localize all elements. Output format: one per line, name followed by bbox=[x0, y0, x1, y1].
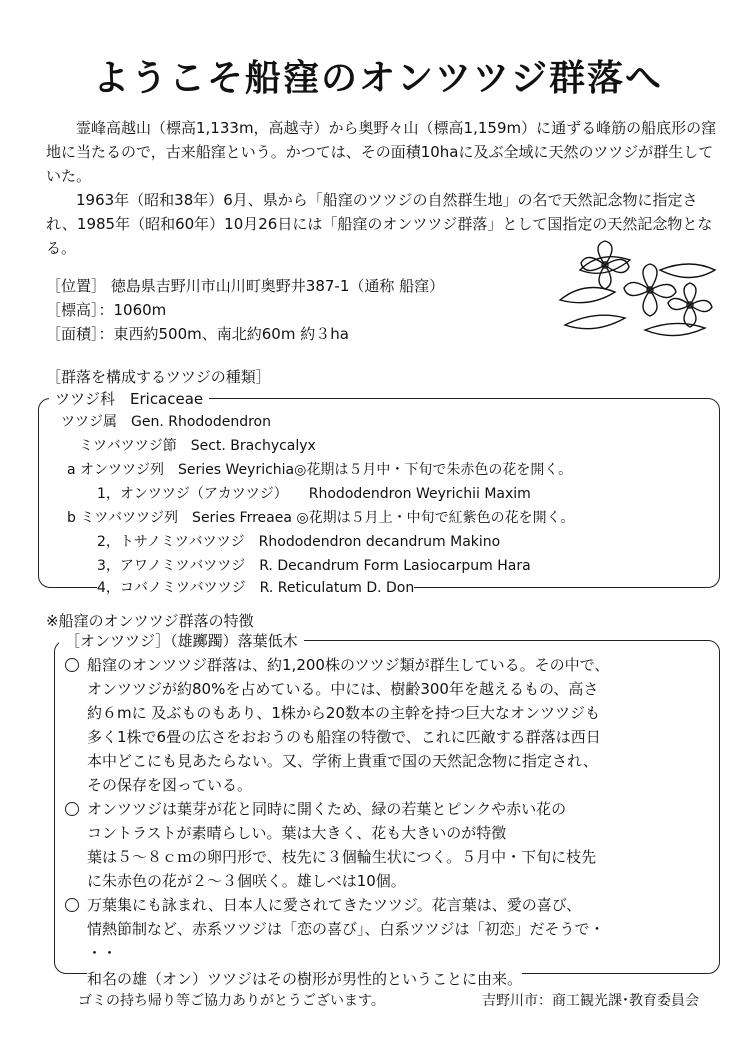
bullet-circle-icon bbox=[65, 898, 79, 912]
intro-paragraph-2: 1963年（昭和38年）6月、県から「船窪のツツジの自然群生地」の名で天然記念物に指定され、1985年（昭和60年）10月26日には「船窪のオンツツジ群落」として国指定の天然記念物となる。 bbox=[46, 191, 713, 257]
family-label: ツツジ科 Ericaceae bbox=[49, 388, 209, 409]
features-box-label: ［オンツツジ］（雄躑躅）落葉低木 bbox=[59, 630, 304, 651]
site-info bbox=[46, 274, 444, 346]
series-b-line: b ミツバツツジ列 Series Frreaea ◎花期は５月上・中旬で紅紫色の花を開く。 bbox=[67, 510, 575, 526]
species-b4-line: 4，コバノミツバツツジ R. Reticulatum D. Don bbox=[97, 577, 414, 597]
features-box bbox=[54, 632, 720, 988]
feature-item-1: 船窪のオンツツジ群落は、約1,200株のツツジ類が群生している。その中で、 オンツツジが約80%を占めている。中には、樹齢300年を越えるもの、高さ 約６mに 及ぶものもあり、1株から20数本の主幹を持つ巨大なオンツツジも 多く1株で6畳の広さをおおうのも船窪の特徴で、これに匹敵する群落は西日 本中どこにも見あたらない。又、学術上貴重で国の天然記念物に指定され、 その保存を図っている。 bbox=[87, 653, 609, 797]
location-line: ［位置］ 徳島県吉野川市山川町奥野井387-1（通称 船窪） bbox=[46, 277, 445, 295]
features-heading: ※船窪のオンツツジ群落の特徴 bbox=[46, 612, 254, 630]
bullet-circle-icon bbox=[65, 802, 79, 816]
species-b3-line: 3，アワノミツバツツジ R. Decandrum Form Lasiocarpum Hara bbox=[97, 558, 531, 574]
species-b2-line: 2，トサノミツバツツジ Rhododendron decandrum Makino bbox=[97, 534, 501, 550]
feature-note: 和名の雄（オン）ツツジはその樹形が男性的ということに由来。 bbox=[87, 967, 522, 991]
footer-thanks: ゴミの持ち帰り等ご協力ありがとうございます。 bbox=[78, 993, 385, 1009]
taxonomy-box bbox=[38, 390, 720, 596]
section-line: ミツバツツジ節 Sect. Brachycalyx bbox=[79, 438, 316, 454]
bullet-circle-icon bbox=[65, 658, 79, 672]
area-line: ［面積］：東西約500m、南北約60m 約３ha bbox=[46, 325, 349, 343]
elevation-line: ［標高］：1060m bbox=[46, 301, 167, 319]
genus-line: ツツジ属 Gen. Rhododendron bbox=[61, 414, 271, 430]
species-a1-line: 1，オンツツジ（アカツツジ） Rhododendron Weyrichii Maxim bbox=[97, 486, 531, 502]
page-title: ようこそ船窪のオンツツジ群落へ bbox=[92, 58, 663, 99]
azalea-illustration bbox=[540, 230, 725, 350]
footer-organization: 吉野川市：商工観光課･教育委員会 bbox=[482, 993, 699, 1009]
intro-paragraph-1: 霊峰高越山（標高1,133m，高越寺）から奥野々山（標高1,159m）に通ずる峰筋の船底形の窪地に当たるので，古来船窪という。かつては、その面積10haに及ぶ全域に天然のツツジが群生していた。 bbox=[46, 119, 717, 185]
species-heading: ［群落を構成するツツジの種類］ bbox=[46, 368, 271, 386]
feature-item-2: オンツツジは葉芽が花と同時に開くため、緑の若葉とピンクや赤い花の コントラストが素晴らしい。葉は大きく、花も大きいのが特徴 葉は５～８ｃｍの卵円形で、枝先に３個輪生状につく。５月中・下旬に枝先 に朱赤色の花が２～３個咲く。雄しべは10個。 bbox=[87, 797, 596, 893]
series-a-line: a オンツツジ列 Series Weyrichia◎花期は５月中・下旬で朱赤色の花を開く。 bbox=[67, 462, 573, 478]
feature-item-3: 万葉集にも詠まれ、日本人に愛されてきたツツジ。花言葉は、愛の喜び、 情熱節制など、赤系ツツジは「恋の喜び」、白系ツツジは「初恋」だそうで・ ・・ bbox=[87, 893, 605, 965]
